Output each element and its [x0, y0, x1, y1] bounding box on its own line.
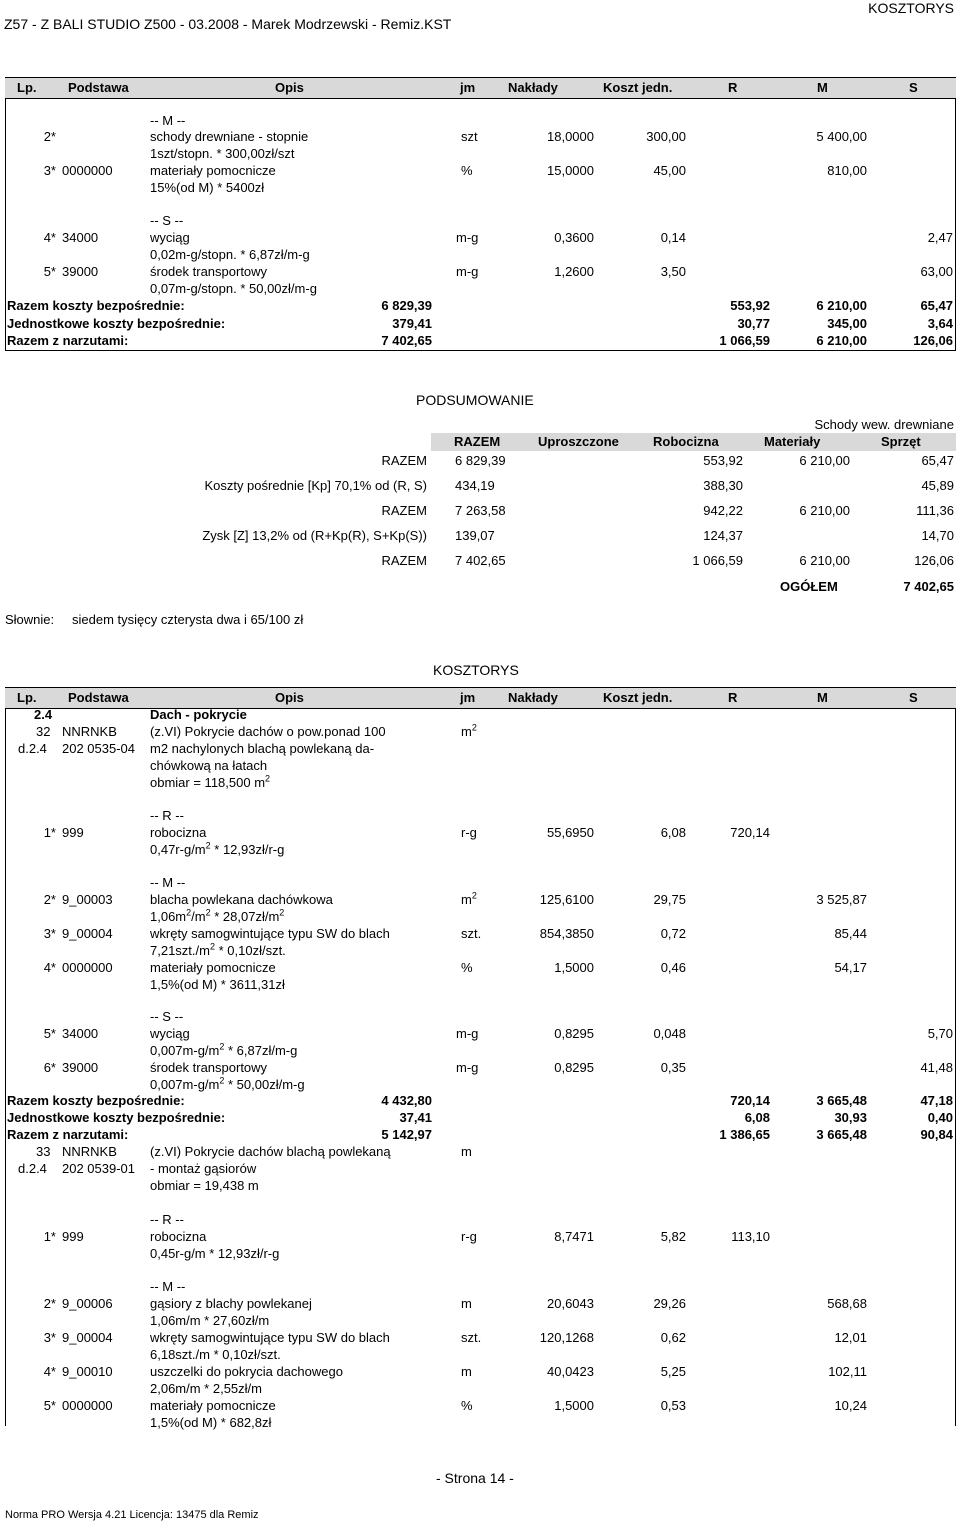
group-label-s2: -- S --: [150, 1009, 184, 1024]
col-naklady: Nakłady: [508, 80, 558, 95]
group-label-m2: -- M --: [150, 875, 186, 890]
section2-title: KOSZTORYS: [433, 662, 519, 678]
table-border-bottom: [5, 350, 956, 351]
table-header-2: Lp. Podstawa Opis jm Nakłady Koszt jedn. R M S: [5, 687, 956, 709]
slownie-label: Słownie:: [5, 612, 55, 627]
col-jm: jm: [460, 80, 476, 95]
ogolem-label: OGÓŁEM: [780, 579, 838, 594]
group-label-r: -- R --: [150, 808, 184, 823]
summary-header: RAZEM Uproszczone Robocizna Materiały Sprzęt: [431, 433, 956, 451]
summary-subtitle: Schody wew. drewniane: [814, 417, 954, 432]
col-podstawa: Podstawa: [68, 80, 129, 95]
group-label-r2: -- R --: [150, 1212, 184, 1227]
table-header: [5, 77, 956, 99]
license-footer: Norma PRO Wersja 4.21 Licencja: 13475 dla Remiz: [5, 1509, 259, 1521]
table2-border-left: [5, 708, 6, 1426]
table-border-left: [5, 98, 6, 350]
col-lp: Lp.: [17, 80, 37, 95]
group-label-s: -- S --: [150, 213, 184, 228]
group-name: Dach - pokrycie: [150, 707, 247, 722]
col-m: M: [817, 80, 828, 95]
table-border-right: [955, 98, 956, 350]
ogolem-value: 7 402,65: [903, 579, 954, 594]
group-number: 2.4: [34, 707, 53, 722]
group-label-m3: -- M --: [150, 1279, 186, 1294]
col-opis: Opis: [275, 80, 304, 95]
document-name: Z57 - Z BALI STUDIO Z500 - 03.2008 - Marek Modrzewski - Remiz.KST: [4, 16, 452, 32]
page-number: - Strona 14 -: [436, 1470, 514, 1486]
slownie-value: siedem tysięcy czterysta dwa i 65/100 zł: [72, 612, 304, 627]
group-label-m: -- M --: [150, 113, 186, 128]
summary-title: PODSUMOWANIE: [416, 392, 534, 408]
col-koszt: Koszt jedn.: [603, 80, 673, 95]
table2-border-right: [955, 708, 956, 1426]
col-s: S: [909, 80, 918, 95]
page-title: KOSZTORYS: [868, 0, 954, 16]
col-r: R: [728, 80, 738, 95]
